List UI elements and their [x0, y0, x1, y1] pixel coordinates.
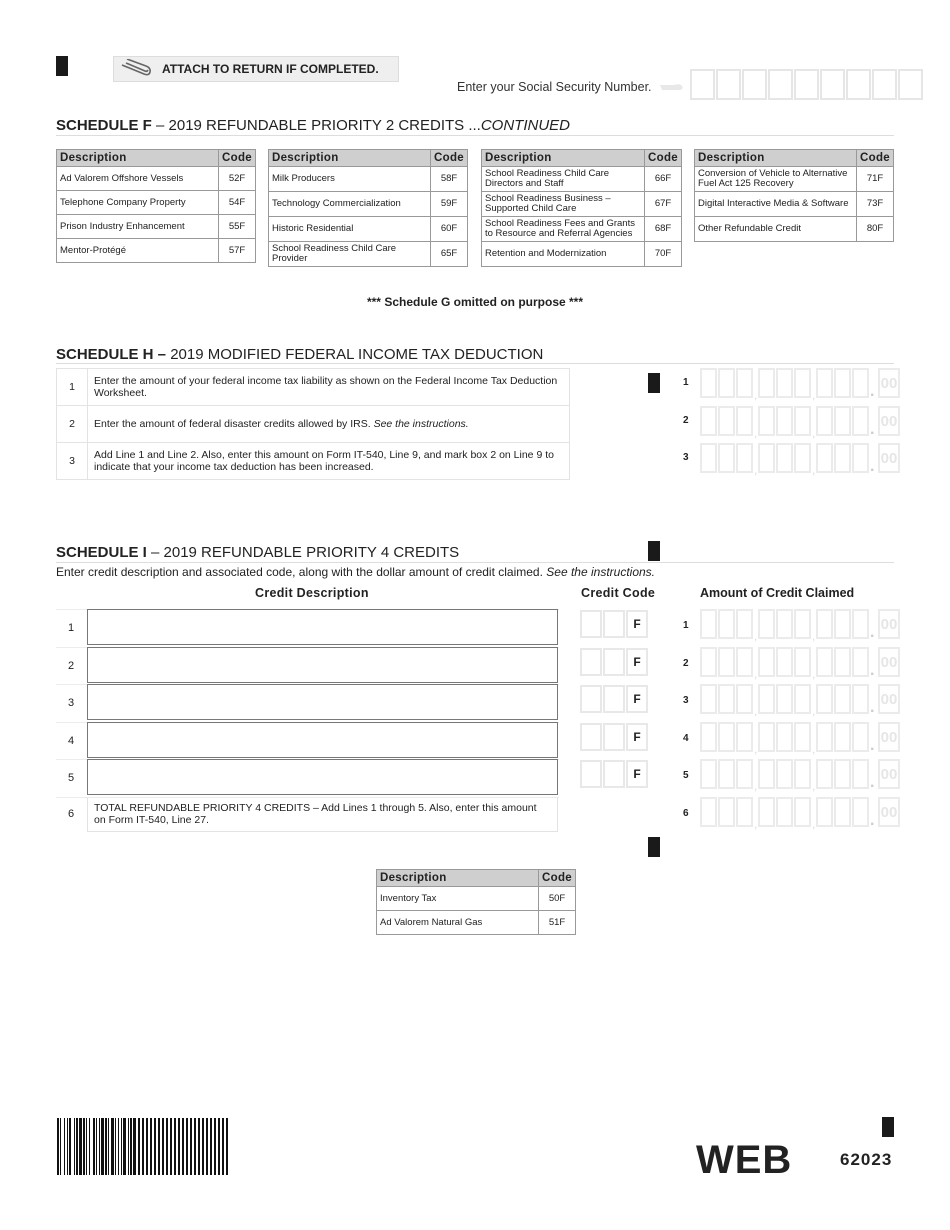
credit-description-input[interactable]: [87, 647, 558, 683]
cents-field: 00: [878, 609, 900, 639]
amount-input[interactable]: [700, 647, 900, 677]
credit-code: 66F: [645, 167, 682, 192]
code-header: Code: [539, 870, 576, 887]
attach-text: ATTACH TO RETURN IF COMPLETED.: [162, 62, 379, 76]
credit-code-input[interactable]: [580, 760, 648, 788]
amount-input[interactable]: [700, 684, 900, 714]
credit-code: 65F: [431, 242, 468, 267]
amount-input[interactable]: [700, 406, 900, 436]
table-row: [57, 215, 256, 239]
table-row: [57, 239, 256, 263]
amount-input[interactable]: [700, 609, 900, 639]
registration-mark: [648, 541, 660, 561]
table-row: [377, 911, 576, 935]
credit-code: 70F: [645, 242, 682, 267]
credit-code-input[interactable]: [580, 685, 648, 713]
credit-code: 73F: [857, 192, 894, 217]
desc-header: Description: [377, 870, 539, 887]
credit-description: School Readiness Child Care Directors and Staff: [482, 167, 645, 192]
credit-description-input[interactable]: [87, 759, 558, 795]
registration-mark: [648, 373, 660, 393]
credit-code-input[interactable]: [580, 648, 648, 676]
schedule-f-table-3: [481, 149, 682, 267]
credit-code: 57F: [219, 239, 256, 263]
credit-description: Prison Industry Enhancement: [57, 215, 219, 239]
credit-description: Other Refundable Credit: [695, 217, 857, 242]
form-number: 62023: [840, 1150, 893, 1169]
credit-description: Digital Interactive Media & Software: [695, 192, 857, 217]
code-header: Code: [431, 150, 468, 167]
credit-description: Mentor-Protégé: [57, 239, 219, 263]
divider: [56, 363, 894, 364]
schedule-f-table-2: [268, 149, 468, 267]
amount-line-number: 5: [683, 770, 689, 781]
cents-field: 00: [878, 684, 900, 714]
table-row: [269, 167, 468, 192]
amount-line-number: 3: [683, 452, 689, 463]
code-suffix: F: [626, 648, 648, 676]
code-header: Code: [645, 150, 682, 167]
line-number: 4: [67, 735, 75, 747]
credit-code: 54F: [219, 191, 256, 215]
code-suffix: F: [626, 610, 648, 638]
credit-code: 59F: [431, 192, 468, 217]
schedule-h-lines: [56, 368, 570, 480]
credit-code-input[interactable]: [580, 610, 648, 638]
amount-line-number: 6: [683, 808, 689, 819]
code-header: Code: [219, 150, 256, 167]
credit-code: 68F: [645, 217, 682, 242]
table-row: [269, 242, 468, 267]
credit-description: Ad Valorem Natural Gas: [377, 911, 539, 935]
cents-field: 00: [878, 368, 900, 398]
divider: [56, 562, 894, 563]
paperclip-icon: [118, 59, 154, 79]
credit-code: 55F: [219, 215, 256, 239]
credit-description-input[interactable]: [87, 609, 558, 645]
schedule-h-title: SCHEDULE H – 2019 MODIFIED FEDERAL INCOME TAX DEDUCTION: [56, 346, 544, 363]
code-suffix: F: [626, 760, 648, 788]
amount-input[interactable]: [700, 759, 900, 789]
line-text: Enter the amount of your federal income tax liability as shown on the Federal Income Tax Deduction Worksheet.: [88, 369, 570, 406]
credit-code: 71F: [857, 167, 894, 192]
line-number: 6: [67, 808, 75, 820]
table-row: [57, 167, 256, 191]
pointing-hand-icon: [660, 82, 684, 92]
table-row: [695, 217, 894, 242]
cents-field: 00: [878, 443, 900, 473]
amount-input[interactable]: [700, 443, 900, 473]
credit-description: Historic Residential: [269, 217, 431, 242]
credit-code: 51F: [539, 911, 576, 935]
table-row: [695, 167, 894, 192]
credit-code: 67F: [645, 192, 682, 217]
cents-field: 00: [878, 759, 900, 789]
cents-field: 00: [878, 722, 900, 752]
code-table: [376, 869, 576, 935]
credit-description: School Readiness Fees and Grants to Resource and Referral Agencies: [482, 217, 645, 242]
line-number: 1: [57, 369, 88, 406]
credit-code: 58F: [431, 167, 468, 192]
schedule-f-table-1: [56, 149, 256, 263]
line-number: 1: [67, 622, 75, 634]
ssn-input[interactable]: [690, 69, 924, 100]
schedule-g-note: *** Schedule G omitted on purpose ***: [366, 295, 584, 309]
cents-field: 00: [878, 797, 900, 827]
desc-header: Description: [57, 150, 219, 167]
credit-description: Technology Commercialization: [269, 192, 431, 217]
table-row: [377, 887, 576, 911]
table-row: [482, 167, 682, 192]
table-row: [57, 191, 256, 215]
credit-description: Telephone Company Property: [57, 191, 219, 215]
schedule-f-title: SCHEDULE F – 2019 REFUNDABLE PRIORITY 2 CREDITS ...CONTINUED: [56, 117, 571, 134]
credit-description: Ad Valorem Offshore Vessels: [57, 167, 219, 191]
schedule-i-instructions: Enter credit description and associated code, along with the dollar amount of credit claimed. See the instructions.: [56, 565, 656, 579]
credit-description: School Readiness Business – Supported Child Care: [482, 192, 645, 217]
credit-code: 80F: [857, 217, 894, 242]
credit-code: 50F: [539, 887, 576, 911]
ssn-label: Enter your Social Security Number.: [457, 80, 652, 94]
desc-header: Description: [482, 150, 645, 167]
credit-description: Retention and Modernization: [482, 242, 645, 267]
table-row: [482, 192, 682, 217]
cents-field: 00: [878, 406, 900, 436]
table-row: [269, 217, 468, 242]
amount-line-number: 3: [683, 695, 689, 706]
registration-mark: [882, 1117, 894, 1137]
total-line-text: TOTAL REFUNDABLE PRIORITY 4 CREDITS – Add Lines 1 through 5. Also, enter this amount on Form IT-540, Line 27.: [87, 798, 558, 832]
credit-code: 52F: [219, 167, 256, 191]
table-row: [695, 192, 894, 217]
code-header: Code: [857, 150, 894, 167]
registration-mark: [648, 837, 660, 857]
barcode: [57, 1118, 229, 1175]
credit-description: School Readiness Child Care Provider: [269, 242, 431, 267]
registration-mark: [56, 56, 68, 76]
schedule-i-title: SCHEDULE I – 2019 REFUNDABLE PRIORITY 4 CREDITS: [56, 544, 460, 561]
credit-code-input[interactable]: [580, 723, 648, 751]
amount-input[interactable]: [700, 722, 900, 752]
line-number: 3: [67, 697, 75, 709]
schedule-f-table-4: [694, 149, 894, 242]
line-number: 3: [57, 443, 88, 480]
credit-description: Inventory Tax: [377, 887, 539, 911]
amount-line-number: 2: [683, 658, 689, 669]
credit-code: 60F: [431, 217, 468, 242]
credit-description-input[interactable]: [87, 722, 558, 758]
line-text: Add Line 1 and Line 2. Also, enter this amount on Form IT-540, Line 9, and mark box 2 on Line 9 to indicate that your income tax deduction has been increased.: [88, 443, 570, 480]
desc-header: Description: [269, 150, 431, 167]
divider: [56, 135, 894, 136]
amount-header: Amount of Credit Claimed: [700, 586, 855, 600]
cents-field: 00: [878, 647, 900, 677]
attach-banner: [113, 56, 399, 82]
amount-line-number: 4: [683, 733, 689, 744]
web-label: WEB: [696, 1138, 793, 1182]
table-row: [482, 242, 682, 267]
amount-line-number: 1: [683, 620, 689, 631]
line-number: 5: [67, 772, 75, 784]
amount-input[interactable]: [700, 797, 900, 827]
credit-code-header: Credit Code: [581, 586, 656, 600]
code-suffix: F: [626, 685, 648, 713]
line-number: 2: [67, 660, 75, 672]
credit-description-input[interactable]: [87, 684, 558, 720]
table-row: [269, 192, 468, 217]
line-text: Enter the amount of federal disaster credits allowed by IRS. See the instructions.: [88, 406, 570, 443]
amount-line-number: 2: [683, 415, 689, 426]
desc-header: Description: [695, 150, 857, 167]
table-row: [482, 217, 682, 242]
line-number: 2: [57, 406, 88, 443]
code-suffix: F: [626, 723, 648, 751]
amount-input[interactable]: [700, 368, 900, 398]
credit-description: Milk Producers: [269, 167, 431, 192]
amount-line-number: 1: [683, 377, 689, 388]
credit-description: Conversion of Vehicle to Alternative Fuel Act 125 Recovery: [695, 167, 857, 192]
credit-description-header: Credit Description: [255, 586, 369, 600]
